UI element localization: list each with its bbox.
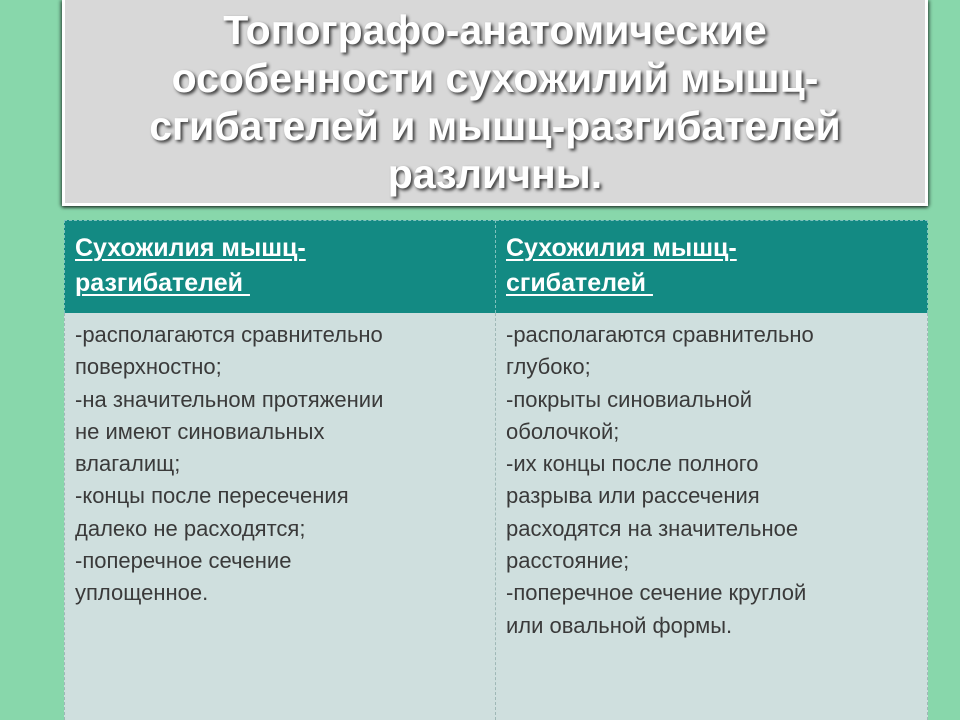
text-line: разрыва или рассечения	[506, 483, 760, 509]
text-line: поверхностно;	[75, 354, 222, 380]
title-line: различны.	[387, 150, 603, 197]
text-line: -располагаются сравнительно	[506, 322, 814, 347]
text-line: -на значительном протяжении	[75, 386, 384, 412]
text-line: расходятся на значительное	[506, 515, 799, 541]
body-cell-extensors	[64, 313, 496, 720]
text-line: -поперечное сечение	[75, 548, 292, 574]
header-line: сгибателей	[506, 269, 653, 297]
header-line: разгибателей	[75, 269, 250, 297]
header-text-extensors	[65, 221, 495, 301]
header-text-flexors	[496, 221, 927, 301]
header-line: Сухожилия мышц-	[75, 234, 306, 262]
header-line: Сухожилия мышц-	[506, 234, 737, 262]
text-line: не имеют синовиальных	[75, 418, 325, 444]
header-cell-flexors	[496, 220, 928, 313]
text-line: оболочкой;	[506, 418, 620, 444]
text-line: уплощенное.	[75, 580, 209, 606]
text-line: -их концы после полного	[506, 451, 759, 477]
flexors-description	[496, 313, 927, 642]
table-body-row	[64, 313, 928, 720]
extensors-description	[65, 313, 495, 610]
text-line: -покрыты синовиальной	[506, 386, 753, 412]
text-line: расстояние;	[506, 548, 630, 574]
body-cell-flexors	[496, 313, 928, 720]
text-line: -располагаются сравнительно	[75, 322, 383, 347]
header-cell-extensors	[64, 220, 496, 313]
text-line: влагалищ;	[75, 451, 181, 477]
table-header-row	[64, 220, 928, 313]
text-line: -поперечное сечение круглой	[506, 580, 807, 606]
text-line: или овальной формы.	[506, 612, 733, 638]
title-line: сгибателей и мышц-разгибателей	[149, 102, 841, 149]
title-line: особенности сухожилий мышц-	[171, 54, 819, 101]
text-line: глубоко;	[506, 354, 591, 380]
comparison-table	[64, 220, 928, 720]
text-line: -концы после пересечения	[75, 483, 349, 509]
title-line: Топографо-анатомические	[223, 6, 767, 53]
slide-title	[129, 6, 861, 198]
title-box	[62, 0, 928, 206]
text-line: далеко не расходятся;	[75, 515, 306, 541]
